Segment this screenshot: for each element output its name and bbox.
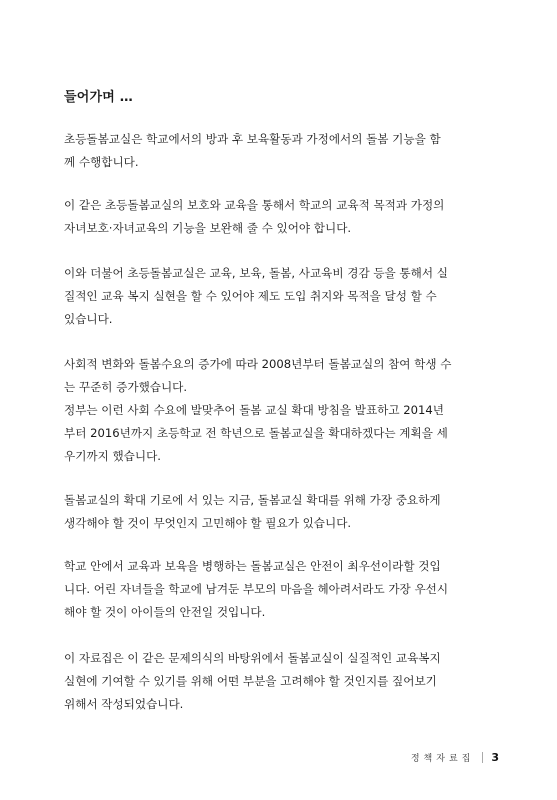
footer-divider <box>482 752 483 763</box>
paragraph-7 <box>64 647 500 716</box>
paragraph-line: 있습니다. <box>64 312 113 326</box>
paragraph-line: 학교 안에서 교육과 보육을 병행하는 돌봄교실은 안전이 최우선이라할 것입 <box>64 559 441 573</box>
page-number: 3 <box>491 751 499 764</box>
paragraph-line: 해야 할 것이 아이들의 안전일 것입니다. <box>64 605 266 619</box>
section-heading: 들어가며 … <box>64 90 133 105</box>
paragraph-4 <box>64 353 500 468</box>
paragraph-line: 생각해야 할 것이 무엇인지 고민해야 할 필요가 있습니다. <box>64 516 352 530</box>
paragraph-line: 질적인 교육 복지 실현을 할 수 있어야 제도 도입 취지와 목적을 달성 할 수 <box>64 289 437 303</box>
paragraph-5 <box>64 489 500 535</box>
paragraph-line: 께 수행합니다. <box>64 155 139 169</box>
paragraph-line: 돌봄교실의 확대 기로에 서 있는 지금, 돌봄교실 확대를 위해 가장 중요하게 <box>64 493 441 507</box>
paragraph-line: 부터 2016년까지 초등학교 전 학년으로 돌봄교실을 확대하겠다는 계획을 세 <box>64 426 448 440</box>
footer-label: 정책자료집 <box>410 754 475 764</box>
paragraph-line: 는 꾸준히 증가했습니다. <box>64 380 188 394</box>
paragraph-line: 실현에 기여할 수 있기를 위해 어떤 부분을 고려해야 할 것인지를 짚어보기 <box>64 674 437 688</box>
paragraph-line: 초등돌봄교실은 학교에서의 방과 후 보육활동과 가정에서의 돌봄 기능을 함 <box>64 132 441 146</box>
paragraph-1 <box>64 128 500 174</box>
paragraph-line: 자녀보호·자녀교육의 기능을 보완해 줄 수 있어야 합니다. <box>64 221 352 235</box>
page-footer <box>411 751 499 764</box>
paragraph-2 <box>64 194 500 240</box>
paragraph-line: 이 같은 초등돌봄교실의 보호와 교육을 통해서 학교의 교육적 목적과 가정의 <box>64 198 445 212</box>
paragraph-line: 정부는 이런 사회 수요에 발맞추어 돌봄 교실 확대 방침을 발표하고 2014년 <box>64 403 444 417</box>
paragraph-line: 니다. 어린 자녀들을 학교에 남겨둔 부모의 마음을 헤아려서라도 가장 우선시 <box>64 582 449 596</box>
paragraph-line: 사회적 변화와 돌봄수요의 증가에 따라 2008년부터 돌봄교실의 참여 학생 수 <box>64 357 452 371</box>
paragraph-line: 이와 더불어 초등돌봄교실은 교육, 보육, 돌봄, 사교육비 경감 등을 통해서 실 <box>64 266 448 280</box>
paragraph-line: 이 자료집은 이 같은 문제의식의 바탕위에서 돌봄교실이 실질적인 교육복지 <box>64 651 441 665</box>
paragraph-6 <box>64 555 500 624</box>
paragraph-line: 위해서 작성되었습니다. <box>64 697 184 711</box>
paragraph-line: 우기까지 했습니다. <box>64 449 161 463</box>
paragraph-3 <box>64 262 500 331</box>
